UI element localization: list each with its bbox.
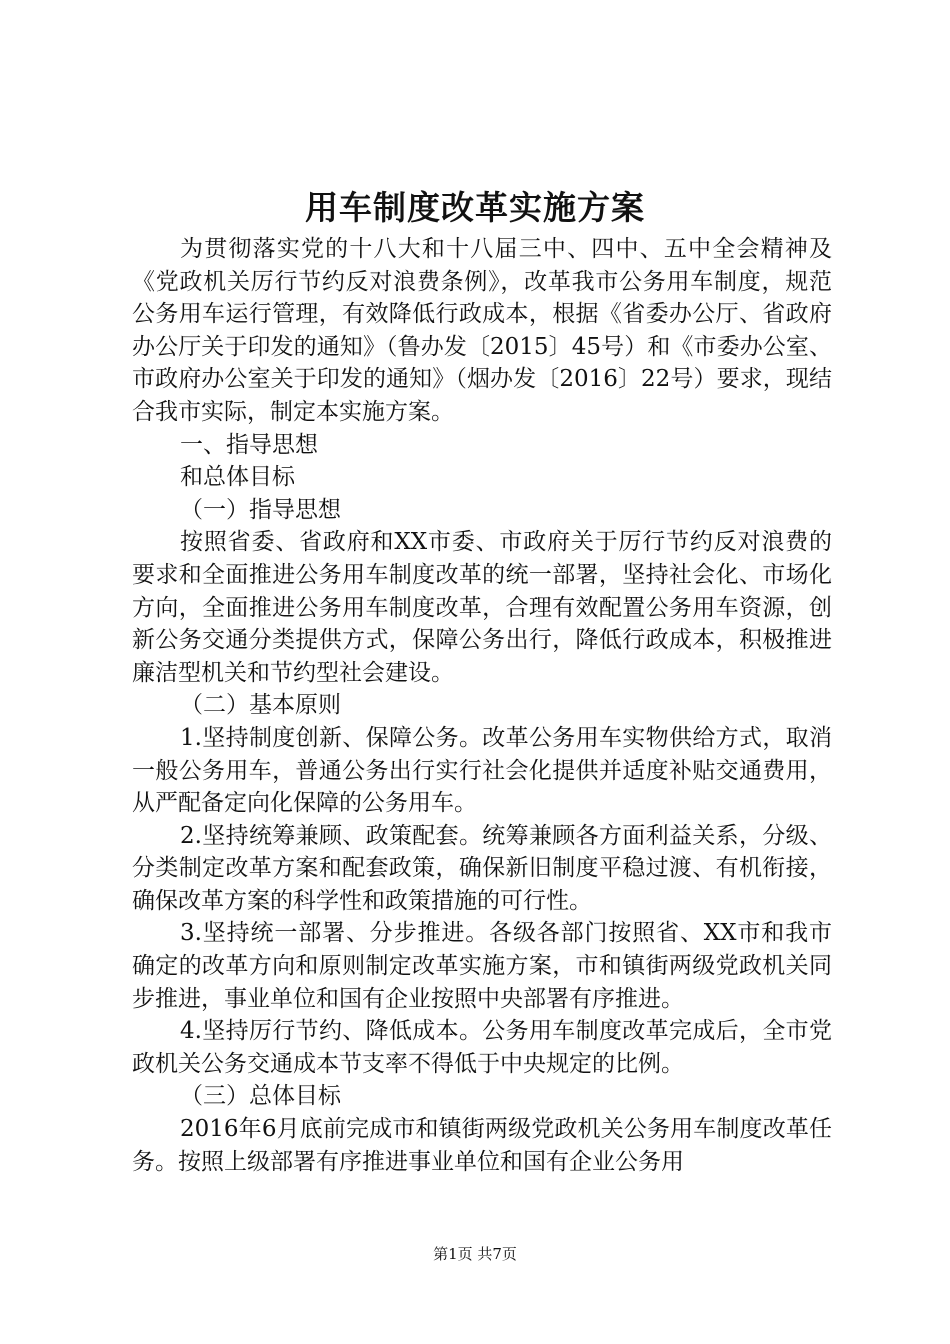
paragraph-principle-2: 2.坚持统筹兼顾、政策配套。统筹兼顾各方面利益关系，分级、分类制定改革方案和配套政策，确保新旧制度平稳过渡、有机衔接，确保改革方案的科学性和政策措施的可行性。 <box>132 822 832 914</box>
document-title: 用车制度改革实施方案 <box>305 188 645 227</box>
subsection-heading-guiding-thought: （一）指导思想 <box>180 496 341 523</box>
subsection-heading-basic-principles: （二）基本原则 <box>180 692 341 719</box>
paragraph-principle-1: 1.坚持制度创新、保障公务。改革公务用车实物供给方式，取消一般公务用车，普通公务出行实行社会化提供并适度补贴交通费用，从严配备定向化保障的公务用车。 <box>132 724 832 817</box>
page-footer: 第1页 共7页 <box>433 1245 517 1263</box>
paragraph-overall-goal: 2016年6月底前完成市和镇街两级党政机关公务用车制度改革任务。按照上级部署有序推进事业单位和国有企业公务用 <box>132 1116 832 1175</box>
section-heading-1: 一、指导思想 <box>180 431 318 458</box>
section-heading-1-cont: 和总体目标 <box>180 464 295 491</box>
paragraph-principle-4: 4.坚持厉行节约、降低成本。公务用车制度改革完成后，全市党政机关公务交通成本节支率不得低于中央规定的比例。 <box>132 1018 832 1077</box>
paragraph-intro: 为贯彻落实党的十八大和十八届三中、四中、五中全会精神及《党政机关厉行节约反对浪费条例》，改革我市公务用车制度，规范公务用车运行管理，有效降低行政成本，根据《省委办公厅、省政府办公厅关于印发的通知》（鲁办发〔2015〕45号）和《市委办公室、市政府办公室关于印发的通知》（烟办发〔2016〕22号）要求，现结合我市实际，制定本实施方案。 <box>132 236 832 425</box>
paragraph-principle-3: 3.坚持统一部署、分步推进。各级各部门按照省、XX市和我市确定的改革方向和原则制定改革实施方案，市和镇街两级党政机关同步推进，事业单位和国有企业按照中央部署有序推进。 <box>132 920 832 1012</box>
paragraph-guiding-thought: 按照省委、省政府和XX市委、市政府关于厉行节约反对浪费的要求和全面推进公务用车制度改革的统一部署，坚持社会化、市场化方向，全面推进公务用车制度改革，合理有效配置公务用车资源，创新公务交通分类提供方式，保障公务出行，降低行政成本，积极推进廉洁型机关和节约型社会建设。 <box>132 529 832 686</box>
subsection-heading-overall-goal: （三）总体目标 <box>180 1083 341 1110</box>
document-body <box>132 233 832 1178</box>
